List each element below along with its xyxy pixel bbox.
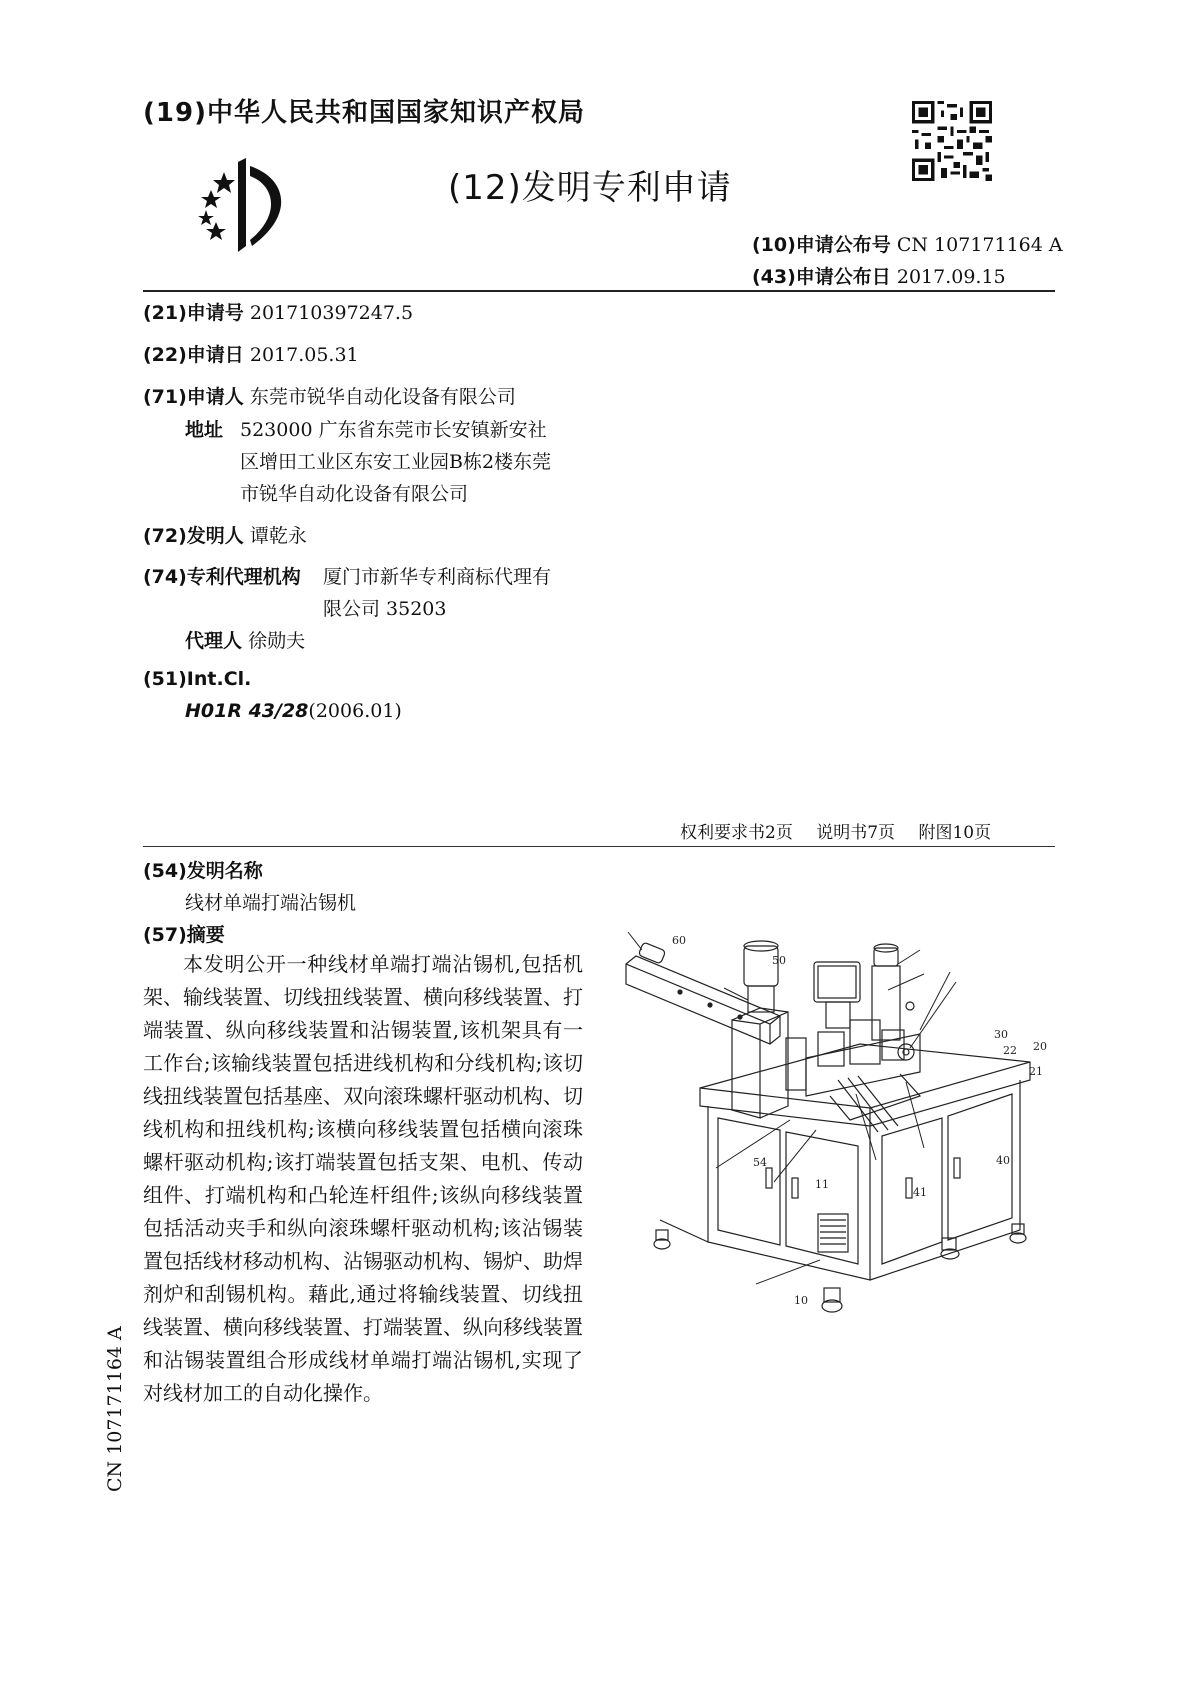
invention-title-label-text: (54)发明名称 bbox=[143, 860, 263, 882]
abstract-text: 本发明公开一种线材单端打端沾锡机,包括机架、输线装置、切线扭线装置、横向移线装置、打端装置、纵向移线装置和沾锡装置,该机架具有一工作台;该输线装置包括进线机构和分线机构;该切线扭线装置包括基座、双向滚珠螺杆驱动机构、切线机构和扭线机构;该横向移线装置包括横向滚珠螺杆驱动机构;该打端装置包括支架、电机、传动组件、打端机构和凸轮连杆组件;该纵向移线装置包括活动夹手和纵向滚珠螺杆驱动机构;该沾锡装置包括线材移动机构、沾锡驱动机构、锡炉、助焊剂炉和刮锡机构。藉此,通过将输线装置、切线扭线装置、横向移线装置、打端装置、纵向移线装置和沾锡装置组合形成线材单端打端沾锡机,实现了对线材加工的自动化操作。 bbox=[143, 952, 583, 1405]
agent bbox=[185, 626, 305, 653]
label-11: 11 bbox=[815, 1178, 829, 1191]
application-number-value: 201710397247.5 bbox=[249, 302, 414, 324]
label-54: 54 bbox=[753, 1156, 767, 1169]
publication-number-label: (10)申请公布号 bbox=[752, 234, 891, 256]
applicant-value: 东莞市锐华自动化设备有限公司 bbox=[249, 386, 516, 408]
label-22: 22 bbox=[1003, 1044, 1017, 1057]
agent-value: 徐勋夫 bbox=[248, 630, 306, 652]
inventor-label: (72)发明人 bbox=[143, 525, 244, 547]
abstract-label bbox=[143, 920, 225, 947]
invention-title: 线材单端打端沾锡机 bbox=[185, 892, 357, 914]
intcl-version: (2006.01) bbox=[308, 700, 402, 722]
application-date bbox=[143, 340, 359, 367]
label-41: 41 bbox=[913, 1186, 927, 1199]
intcl-label: (51)Int.Cl. bbox=[143, 668, 252, 690]
label-60: 60 bbox=[672, 934, 686, 947]
application-number-label: (21)申请号 bbox=[143, 302, 244, 324]
address-line-1: 523000 广东省东莞市长安镇新安社 bbox=[240, 419, 547, 441]
agent-label: 代理人 bbox=[185, 630, 243, 652]
qr-code bbox=[912, 101, 992, 181]
applicant-label: (71)申请人 bbox=[143, 386, 244, 408]
application-date-label: (22)申请日 bbox=[143, 344, 244, 366]
document-type: (12)发明专利申请 bbox=[448, 168, 732, 208]
publication-date bbox=[752, 262, 1006, 289]
publication-date-label: (43)申请公布日 bbox=[752, 266, 891, 288]
label-10: 10 bbox=[794, 1294, 808, 1307]
cnipa-logo bbox=[196, 156, 311, 256]
agency-label: (74)专利代理机构 bbox=[143, 566, 301, 588]
address-label: 地址 bbox=[185, 419, 224, 441]
side-publication-number: CN 107171164 A bbox=[104, 1326, 126, 1492]
agency-line-1: 厦门市新华专利商标代理有 bbox=[323, 566, 552, 588]
drawings-pages: 附图10页 bbox=[918, 823, 992, 843]
abstract-rule bbox=[143, 846, 1055, 847]
abstract bbox=[143, 948, 583, 1410]
inventor bbox=[143, 521, 307, 548]
intcl-code: H01R 43/28 bbox=[185, 700, 309, 722]
agency-label-wrap bbox=[143, 562, 301, 589]
address-line-2: 区增田工业区东安工业园B栋2楼东莞 bbox=[240, 451, 552, 473]
inventor-value: 谭乾永 bbox=[249, 525, 307, 547]
claims-pages: 权利要求书2页 bbox=[680, 823, 793, 843]
abstract-label-text: (57)摘要 bbox=[143, 924, 225, 946]
label-20: 20 bbox=[1033, 1040, 1047, 1053]
application-number bbox=[143, 298, 413, 325]
page-counts bbox=[680, 818, 1009, 843]
agency-line-2: 限公司 35203 bbox=[323, 598, 447, 620]
label-30: 30 bbox=[994, 1028, 1008, 1041]
applicant bbox=[143, 382, 516, 409]
invention-title-label bbox=[143, 856, 263, 883]
header-rule bbox=[143, 290, 1055, 292]
label-50: 50 bbox=[772, 954, 786, 967]
publication-number-value: CN 107171164 A bbox=[896, 234, 1063, 256]
address-label-wrap bbox=[185, 415, 223, 442]
label-40: 40 bbox=[996, 1154, 1010, 1167]
label-21: 21 bbox=[1029, 1065, 1043, 1078]
address-line-3: 市锐华自动化设备有限公司 bbox=[240, 483, 469, 505]
intcl bbox=[143, 668, 251, 690]
application-date-value: 2017.05.31 bbox=[249, 344, 359, 366]
publication-number bbox=[752, 230, 1063, 257]
publication-date-value: 2017.09.15 bbox=[896, 266, 1006, 288]
office-name: (19)中华人民共和国国家知识产权局 bbox=[143, 98, 585, 128]
machine-drawing bbox=[620, 920, 1060, 1340]
intcl-classification bbox=[185, 700, 402, 722]
description-pages: 说明书7页 bbox=[816, 823, 896, 843]
